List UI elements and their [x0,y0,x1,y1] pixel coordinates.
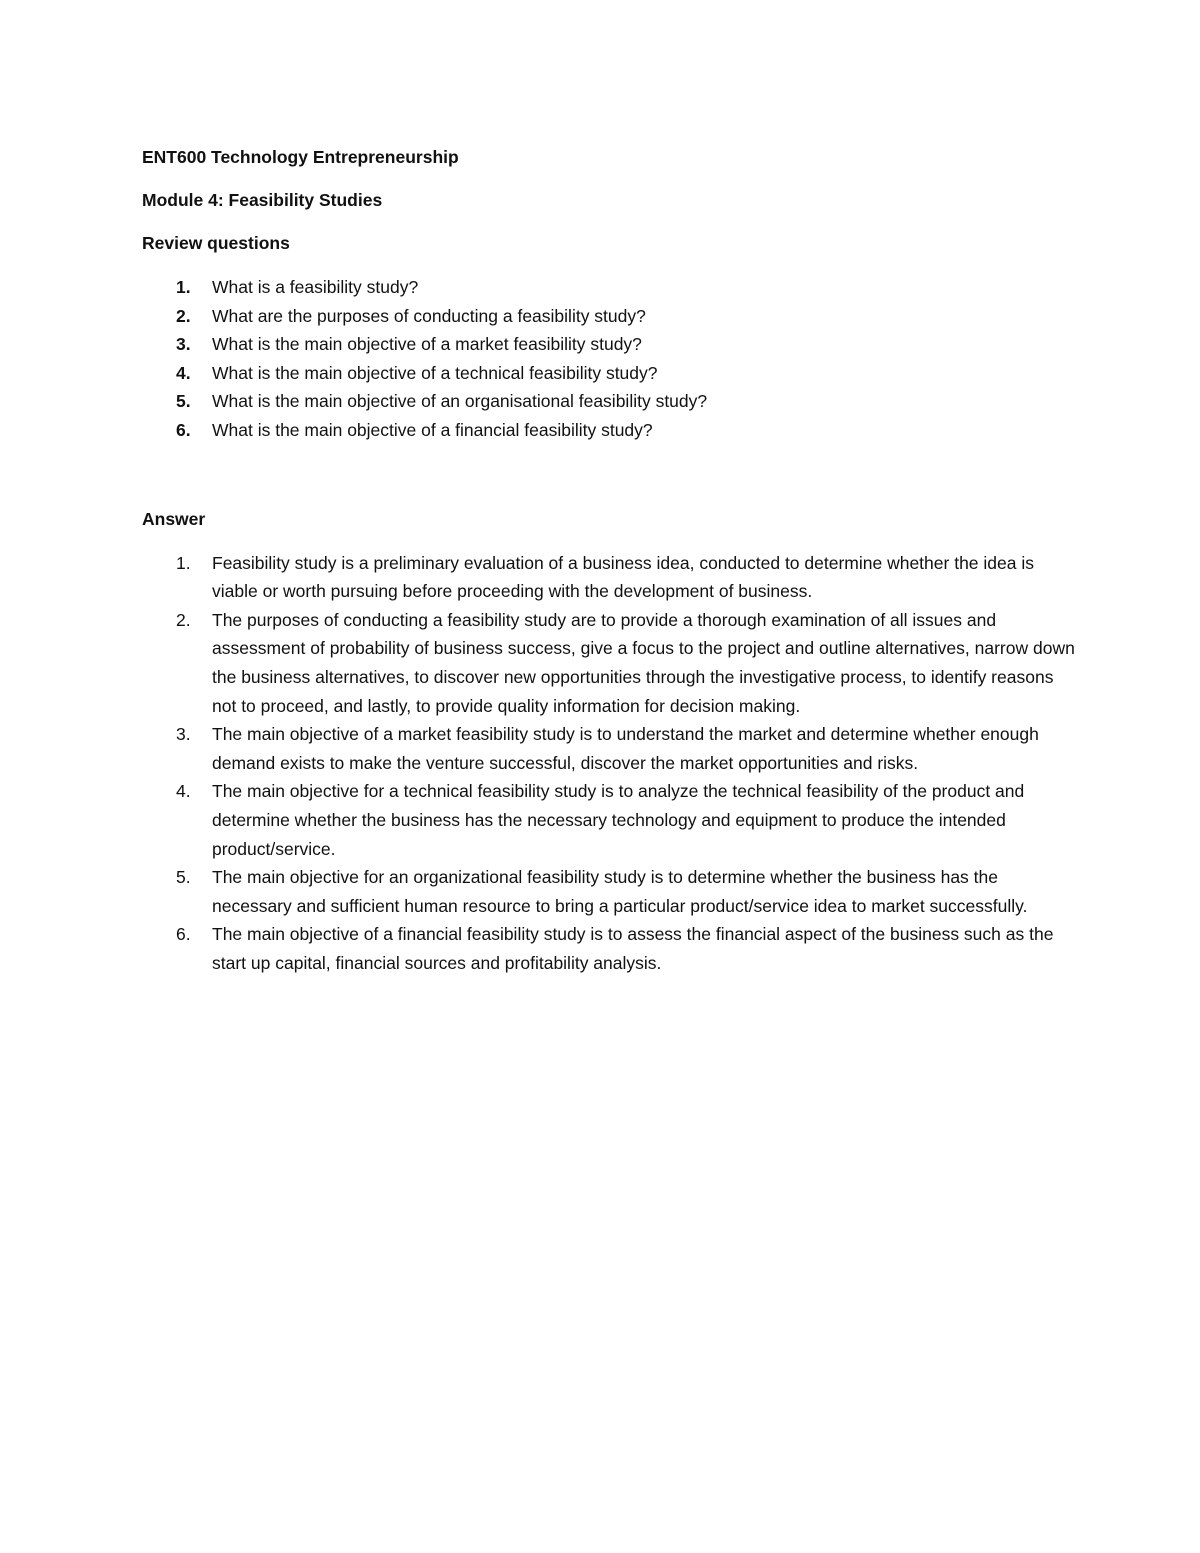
answer-item [142,606,1082,720]
question-item [142,359,1082,388]
answer-number: 1. [176,552,191,573]
answer-number: 2. [176,609,191,630]
question-text: What is the main objective of a market feasibility study? [212,334,642,355]
question-item [142,416,1082,445]
answer-text: The purposes of conducting a feasibility study are to provide a thorough examination of all issues and assessment of probability of business success, give a focus to the project and outline alternatives, narrow down the business alternatives, to discover new opportunities through the investigative process, to identify reasons not to proceed, and lastly, to provide quality information for decision making. [212,609,1075,716]
answer-text: The main objective for an organizational feasibility study is to determine whether the business has the necessary and sufficient human resource to bring a particular product/service idea to market successfully. [212,867,1028,916]
document-body [142,143,1082,977]
answer-text: The main objective of a financial feasibility study is to assess the financial aspect of the business such as the start up capital, financial sources and profitability analysis. [212,924,1054,973]
question-text: What is the main objective of an organisational feasibility study? [212,391,708,412]
answer-text: Feasibility study is a preliminary evaluation of a business idea, conducted to determine whether the idea is viable or worth pursuing before proceeding with the development of business. [212,552,1034,602]
course-title: ENT600 Technology Entrepreneurship [142,147,459,167]
question-item [142,273,1082,302]
answer-heading: Answer [142,508,206,529]
answer-number: 6. [176,924,191,945]
question-number: 6. [176,419,191,440]
review-questions-heading: Review questions [142,233,290,253]
answer-item [142,549,1082,606]
question-text: What is a feasibility study? [212,277,419,297]
question-item [142,330,1082,359]
review-questions-list [142,273,1082,445]
answer-item [142,920,1082,977]
module-title: Module 4: Feasibility Studies [142,190,383,210]
question-item [142,387,1082,416]
question-text: What are the purposes of conducting a feasibility study? [212,305,646,326]
answers-list [142,549,1082,978]
question-number: 1. [176,277,191,297]
answer-number: 4. [176,781,191,802]
question-text: What is the main objective of a technical feasibility study? [212,362,658,383]
answer-number: 5. [176,867,191,888]
question-number: 5. [176,391,191,412]
answer-item [142,720,1082,777]
answer-text: The main objective for a technical feasibility study is to analyze the technical feasibility of the product and determine whether the business has the necessary technology and equipment to produce the intended product/service. [212,781,1025,859]
question-number: 2. [176,305,191,326]
question-item [142,302,1082,331]
answer-item [142,863,1082,920]
question-number: 4. [176,362,191,383]
answer-number: 3. [176,724,191,745]
question-number: 3. [176,334,191,355]
answer-item [142,777,1082,863]
answer-text: The main objective of a market feasibility study is to understand the market and determine whether enough demand exists to make the venture successful, discover the market opportunities and risks. [212,724,1039,773]
question-text: What is the main objective of a financial feasibility study? [212,419,653,440]
